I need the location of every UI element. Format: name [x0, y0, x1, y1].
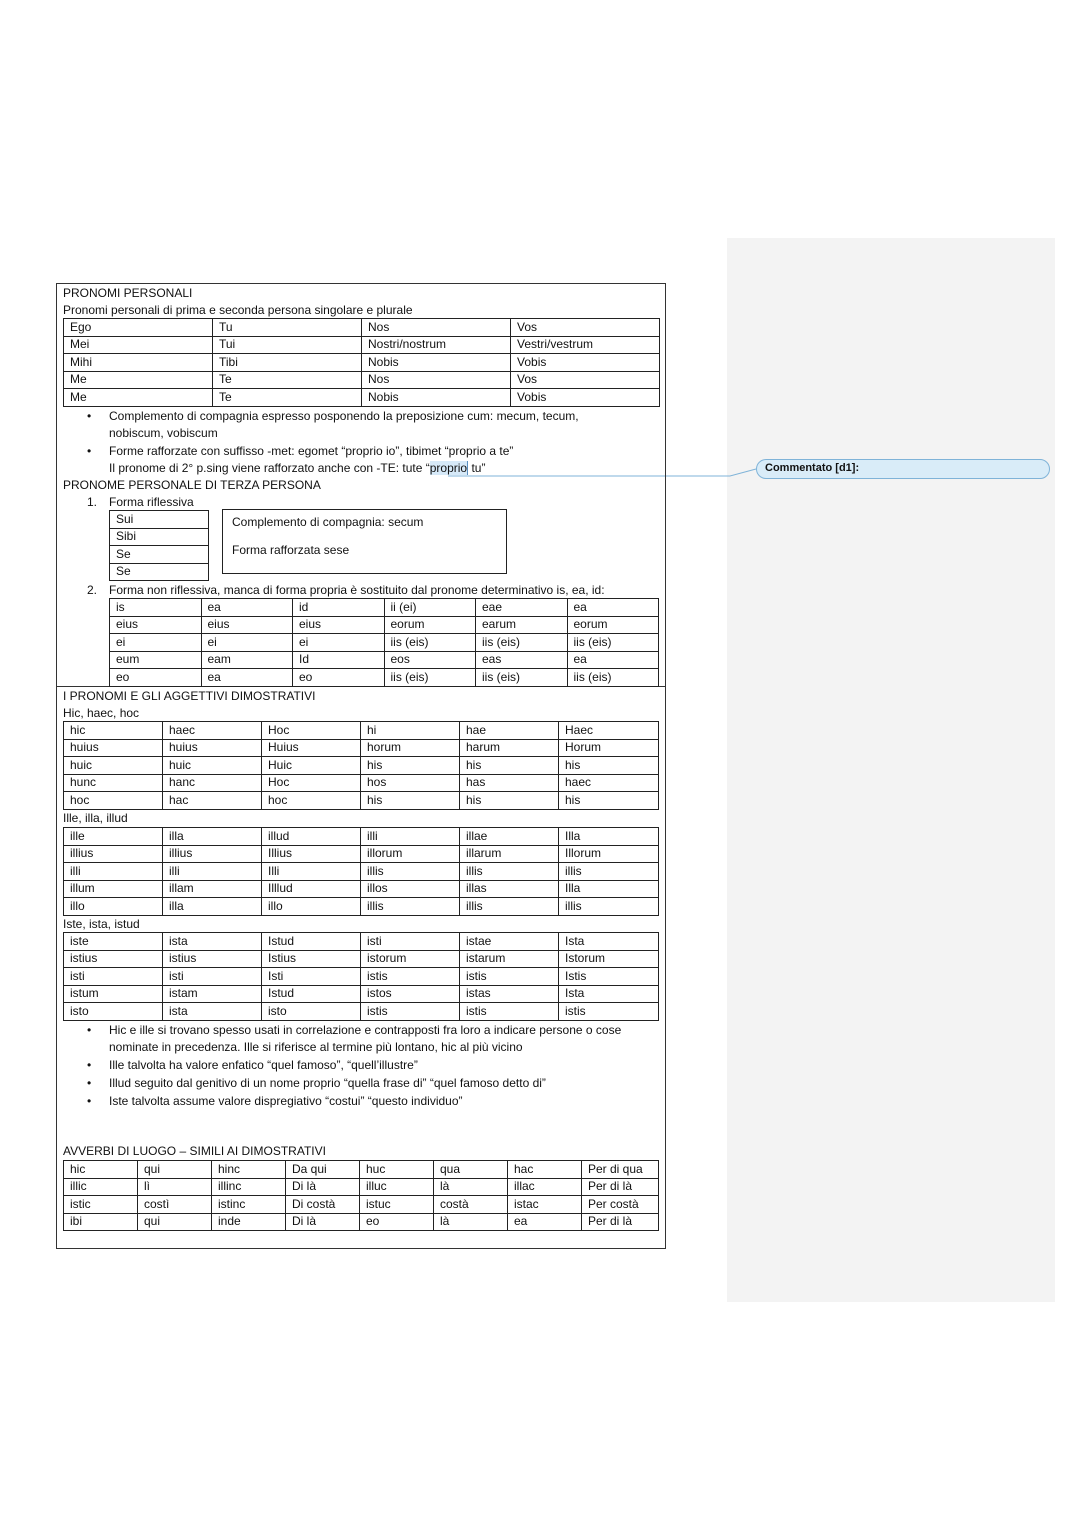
table-cell: Nostri/nostrum — [362, 336, 511, 354]
table-cell: illi — [64, 863, 163, 881]
is-ea-id-table — [109, 598, 659, 687]
table-cell: hunc — [64, 774, 163, 792]
table-cell: illud — [262, 828, 361, 846]
table-cell: hic — [64, 722, 163, 740]
table-cell: Ista — [559, 985, 659, 1003]
table-cell: ea — [201, 599, 293, 617]
reflexive-table — [109, 510, 209, 581]
bullet-dot: • — [87, 1076, 92, 1090]
table-cell: eo — [293, 669, 385, 687]
table-row — [64, 792, 659, 810]
table-cell: istorum — [361, 950, 460, 968]
table-row — [64, 389, 660, 407]
table-row — [64, 336, 660, 354]
table-cell: eorum — [567, 616, 659, 634]
table-cell: hos — [361, 774, 460, 792]
table-cell: Per costà — [582, 1196, 659, 1214]
table-cell: Vestri/vestrum — [511, 336, 660, 354]
table-row — [64, 354, 660, 372]
table-cell: là — [434, 1178, 508, 1196]
table-cell: istac — [508, 1196, 582, 1214]
table-cell: illam — [163, 880, 262, 898]
table-cell: eam — [201, 651, 293, 669]
table-cell: Te — [213, 371, 362, 389]
bullet-text: Forme rafforzate con suffisso -met: egomet “proprio io”, tibimet “proprio a te” — [109, 444, 514, 458]
table-row — [64, 985, 659, 1003]
table-row — [64, 828, 659, 846]
table-cell: his — [361, 792, 460, 810]
table-cell: Per di là — [582, 1213, 659, 1231]
table-cell: Per di qua — [582, 1161, 659, 1179]
table-cell: illuc — [360, 1178, 434, 1196]
table-cell: illorum — [361, 845, 460, 863]
table-cell: Di là — [286, 1178, 360, 1196]
table-cell: illius — [64, 845, 163, 863]
bullet-dot: • — [87, 1023, 92, 1037]
table-cell: costà — [434, 1196, 508, 1214]
table-row — [64, 1196, 659, 1214]
table-cell: Mei — [64, 336, 213, 354]
table-row — [64, 933, 659, 951]
table-cell: istuc — [360, 1196, 434, 1214]
table-cell: horum — [361, 739, 460, 757]
table-cell: eae — [476, 599, 568, 617]
table-cell: illum — [64, 880, 163, 898]
bullet-dot: • — [87, 444, 92, 458]
table-cell: istos — [361, 985, 460, 1003]
table-cell: eius — [293, 616, 385, 634]
table-cell: qui — [138, 1161, 212, 1179]
table-cell: Sui — [110, 511, 209, 529]
table-cell: istius — [163, 950, 262, 968]
table-cell: illius — [163, 845, 262, 863]
table-cell: Da qui — [286, 1161, 360, 1179]
table-cell: haec — [559, 774, 659, 792]
table-cell: Vobis — [511, 389, 660, 407]
table-cell: isti — [64, 968, 163, 986]
table-cell: eum — [110, 651, 202, 669]
table-cell: hae — [460, 722, 559, 740]
table-row — [110, 599, 659, 617]
table-cell: Illlud — [262, 880, 361, 898]
table-cell: illarum — [460, 845, 559, 863]
table-cell: Huic — [262, 757, 361, 775]
table-cell: iis (eis) — [384, 634, 476, 652]
ille-table — [63, 827, 659, 916]
comment-bubble[interactable] — [756, 459, 1050, 479]
table-cell: Horum — [559, 739, 659, 757]
table-cell: istam — [163, 985, 262, 1003]
table-cell: illo — [262, 898, 361, 916]
table-row — [64, 863, 659, 881]
table-cell: isti — [163, 968, 262, 986]
table-row — [110, 634, 659, 652]
table-cell: eas — [476, 651, 568, 669]
bullet-dot: • — [87, 409, 92, 423]
table-cell: eorum — [384, 616, 476, 634]
table-cell: his — [460, 757, 559, 775]
comment-pane — [727, 238, 1055, 1302]
table-cell: iste — [64, 933, 163, 951]
commented-text[interactable]: proprio — [429, 461, 468, 475]
bullet-text — [109, 461, 485, 476]
table-row — [64, 880, 659, 898]
table-cell: illis — [460, 898, 559, 916]
table-cell: Nobis — [362, 354, 511, 372]
list-number: 1. — [87, 495, 98, 509]
table-cell: isti — [361, 933, 460, 951]
table-cell: Hoc — [262, 722, 361, 740]
table-cell: isto — [64, 1003, 163, 1021]
table-row — [64, 1213, 659, 1231]
table-cell: istis — [559, 1003, 659, 1021]
table-cell: eos — [384, 651, 476, 669]
table-cell: Sibi — [110, 528, 209, 546]
table-cell: isto — [262, 1003, 361, 1021]
table-row — [64, 968, 659, 986]
table-cell: ista — [163, 933, 262, 951]
table-label: Hic, haec, hoc — [63, 706, 140, 720]
table-cell: costì — [138, 1196, 212, 1214]
table-cell: huius — [64, 739, 163, 757]
table-label: Ille, illa, illud — [63, 811, 128, 825]
bullet-text: Hic e ille si trovano spesso usati in correlazione e contrapposti fra loro a indicare persone o cose — [109, 1023, 622, 1037]
table-cell: eius — [110, 616, 202, 634]
note-line: Forma rafforzata sese — [232, 543, 350, 557]
table-cell: earum — [476, 616, 568, 634]
table-row — [64, 845, 659, 863]
table-cell: ibi — [64, 1213, 138, 1231]
table-cell: his — [361, 757, 460, 775]
table-row — [64, 371, 660, 389]
comment-label: Commentato [d1]: — [765, 462, 860, 474]
table-cell: Nos — [362, 371, 511, 389]
table-cell: his — [559, 792, 659, 810]
table-cell: istarum — [460, 950, 559, 968]
table-cell: eo — [110, 669, 202, 687]
table-cell: illic — [64, 1178, 138, 1196]
table-cell: Vos — [511, 371, 660, 389]
list-item-label: Forma riflessiva — [109, 495, 194, 509]
table-row — [110, 616, 659, 634]
table-cell: Ista — [559, 933, 659, 951]
table-cell: illa — [163, 828, 262, 846]
table-row — [64, 739, 659, 757]
table-cell: illis — [559, 898, 659, 916]
table-row — [110, 511, 209, 529]
list-item-label: Forma non riflessiva, manca di forma propria è sostituito dal pronome determinativo is, ea, id: — [109, 583, 605, 597]
table-row — [110, 651, 659, 669]
table-cell: illae — [460, 828, 559, 846]
table-cell: illinc — [212, 1178, 286, 1196]
table-cell: Illa — [559, 828, 659, 846]
table-cell: Istorum — [559, 950, 659, 968]
table-cell: iis (eis) — [476, 669, 568, 687]
table-cell: illis — [460, 863, 559, 881]
personal-pronouns-table — [63, 318, 660, 407]
table-cell: illas — [460, 880, 559, 898]
table-row — [64, 757, 659, 775]
bullet-text: Complemento di compagnia espresso posponendo la preposizione cum: mecum, tecum, — [109, 409, 579, 423]
section-heading: PRONOMI PERSONALI — [63, 286, 193, 300]
table-cell: iis (eis) — [384, 669, 476, 687]
table-cell: Istius — [262, 950, 361, 968]
section-heading: I PRONOMI E GLI AGGETTIVI DIMOSTRATIVI — [63, 689, 316, 703]
table-cell: ei — [201, 634, 293, 652]
table-cell: ii (ei) — [384, 599, 476, 617]
table-cell: Me — [64, 389, 213, 407]
table-cell: Nos — [362, 319, 511, 337]
table-cell: Di costà — [286, 1196, 360, 1214]
table-cell: Istud — [262, 933, 361, 951]
bullet-dot: • — [87, 1058, 92, 1072]
table-cell: Istis — [559, 968, 659, 986]
table-cell: ille — [64, 828, 163, 846]
table-cell: Haec — [559, 722, 659, 740]
table-row — [110, 528, 209, 546]
table-cell: ea — [567, 651, 659, 669]
table-cell: iis (eis) — [567, 669, 659, 687]
table-cell: illos — [361, 880, 460, 898]
table-row — [64, 1003, 659, 1021]
table-cell: hi — [361, 722, 460, 740]
table-cell: Mihi — [64, 354, 213, 372]
table-row — [64, 774, 659, 792]
table-cell: hoc — [262, 792, 361, 810]
table-cell: illo — [64, 898, 163, 916]
table-cell: Ego — [64, 319, 213, 337]
table-cell: illis — [361, 863, 460, 881]
table-cell: hoc — [64, 792, 163, 810]
table-cell: istis — [460, 1003, 559, 1021]
list-number: 2. — [87, 583, 98, 597]
hic-table — [63, 721, 659, 810]
table-cell: Id — [293, 651, 385, 669]
table-cell: Illi — [262, 863, 361, 881]
table-row — [110, 563, 209, 581]
table-row — [64, 722, 659, 740]
table-cell: hanc — [163, 774, 262, 792]
bullet-text-part: tu” — [468, 461, 486, 475]
bullet-text: Iste talvolta assume valore dispregiativo “costui” “questo individuo” — [109, 1094, 463, 1108]
table-cell: istas — [460, 985, 559, 1003]
table-cell: là — [434, 1213, 508, 1231]
table-cell: hac — [508, 1161, 582, 1179]
table-cell: lì — [138, 1178, 212, 1196]
table-cell: Nobis — [362, 389, 511, 407]
table-cell: Se — [110, 546, 209, 564]
table-row — [64, 1161, 659, 1179]
table-row — [64, 319, 660, 337]
table-cell: iis (eis) — [476, 634, 568, 652]
iste-table — [63, 932, 659, 1021]
section-subheading: Pronomi personali di prima e seconda persona singolare e plurale — [63, 303, 413, 317]
table-cell: huic — [163, 757, 262, 775]
table-cell: Illius — [262, 845, 361, 863]
table-cell: Illorum — [559, 845, 659, 863]
table-cell: Huius — [262, 739, 361, 757]
table-cell: Per di là — [582, 1178, 659, 1196]
table-cell: ista — [163, 1003, 262, 1021]
table-cell: istius — [64, 950, 163, 968]
bullet-text-part: Il pronome di 2° p.sing viene rafforzato anche con -TE: tute “ — [109, 461, 430, 475]
table-row — [64, 1178, 659, 1196]
section-heading: AVVERBI DI LUOGO – SIMILI AI DIMOSTRATIVI — [63, 1144, 326, 1158]
table-cell: harum — [460, 739, 559, 757]
table-cell: Vos — [511, 319, 660, 337]
table-cell: huc — [360, 1161, 434, 1179]
table-cell: illis — [559, 863, 659, 881]
table-cell: illi — [361, 828, 460, 846]
table-cell: haec — [163, 722, 262, 740]
table-cell: Tui — [213, 336, 362, 354]
table-cell: has — [460, 774, 559, 792]
table-cell: istic — [64, 1196, 138, 1214]
table-cell: ei — [110, 634, 202, 652]
table-cell: is — [110, 599, 202, 617]
table-cell: Istud — [262, 985, 361, 1003]
table-cell: qui — [138, 1213, 212, 1231]
table-cell: his — [559, 757, 659, 775]
table-cell: Tibi — [213, 354, 362, 372]
table-cell: istis — [460, 968, 559, 986]
table-cell: Se — [110, 563, 209, 581]
table-cell: qua — [434, 1161, 508, 1179]
note-line: Complemento di compagnia: secum — [232, 515, 424, 529]
table-cell: iis (eis) — [567, 634, 659, 652]
table-cell: his — [460, 792, 559, 810]
table-cell: istum — [64, 985, 163, 1003]
table-cell: Illa — [559, 880, 659, 898]
table-cell: istis — [361, 968, 460, 986]
table-cell: huic — [64, 757, 163, 775]
bullet-text: nobiscum, vobiscum — [109, 426, 218, 440]
table-row — [64, 950, 659, 968]
table-row — [110, 669, 659, 687]
bullet-text: Ille talvolta ha valore enfatico “quel famoso”, “quell’illustre” — [109, 1058, 418, 1072]
table-row — [64, 898, 659, 916]
table-cell: eius — [201, 616, 293, 634]
adverbs-table — [63, 1160, 659, 1231]
table-cell: ei — [293, 634, 385, 652]
table-cell: Tu — [213, 319, 362, 337]
section-heading: PRONOME PERSONALE DI TERZA PERSONA — [63, 478, 321, 492]
table-cell: Hoc — [262, 774, 361, 792]
table-cell: Isti — [262, 968, 361, 986]
table-label: Iste, ista, istud — [63, 917, 140, 931]
table-cell: istae — [460, 933, 559, 951]
bullet-text: Illud seguito dal genitivo di un nome proprio “quella frase di” “quel famoso detto di” — [109, 1076, 546, 1090]
table-cell: illa — [163, 898, 262, 916]
table-cell: ea — [567, 599, 659, 617]
table-cell: illis — [361, 898, 460, 916]
bullet-text: nominate in precedenza. Ille si riferisce al termine più lontano, hic al più vicino — [109, 1040, 523, 1054]
table-cell: Me — [64, 371, 213, 389]
table-cell: ea — [508, 1213, 582, 1231]
table-cell: illi — [163, 863, 262, 881]
table-cell: inde — [212, 1213, 286, 1231]
table-cell: Di là — [286, 1213, 360, 1231]
table-cell: ea — [201, 669, 293, 687]
table-cell: hinc — [212, 1161, 286, 1179]
table-cell: Vobis — [511, 354, 660, 372]
table-cell: Te — [213, 389, 362, 407]
table-cell: hac — [163, 792, 262, 810]
table-cell: hic — [64, 1161, 138, 1179]
table-cell: huius — [163, 739, 262, 757]
table-cell: eo — [360, 1213, 434, 1231]
table-row — [110, 546, 209, 564]
bullet-dot: • — [87, 1094, 92, 1108]
table-cell: id — [293, 599, 385, 617]
table-cell: istinc — [212, 1196, 286, 1214]
table-cell: istis — [361, 1003, 460, 1021]
table-cell: illac — [508, 1178, 582, 1196]
